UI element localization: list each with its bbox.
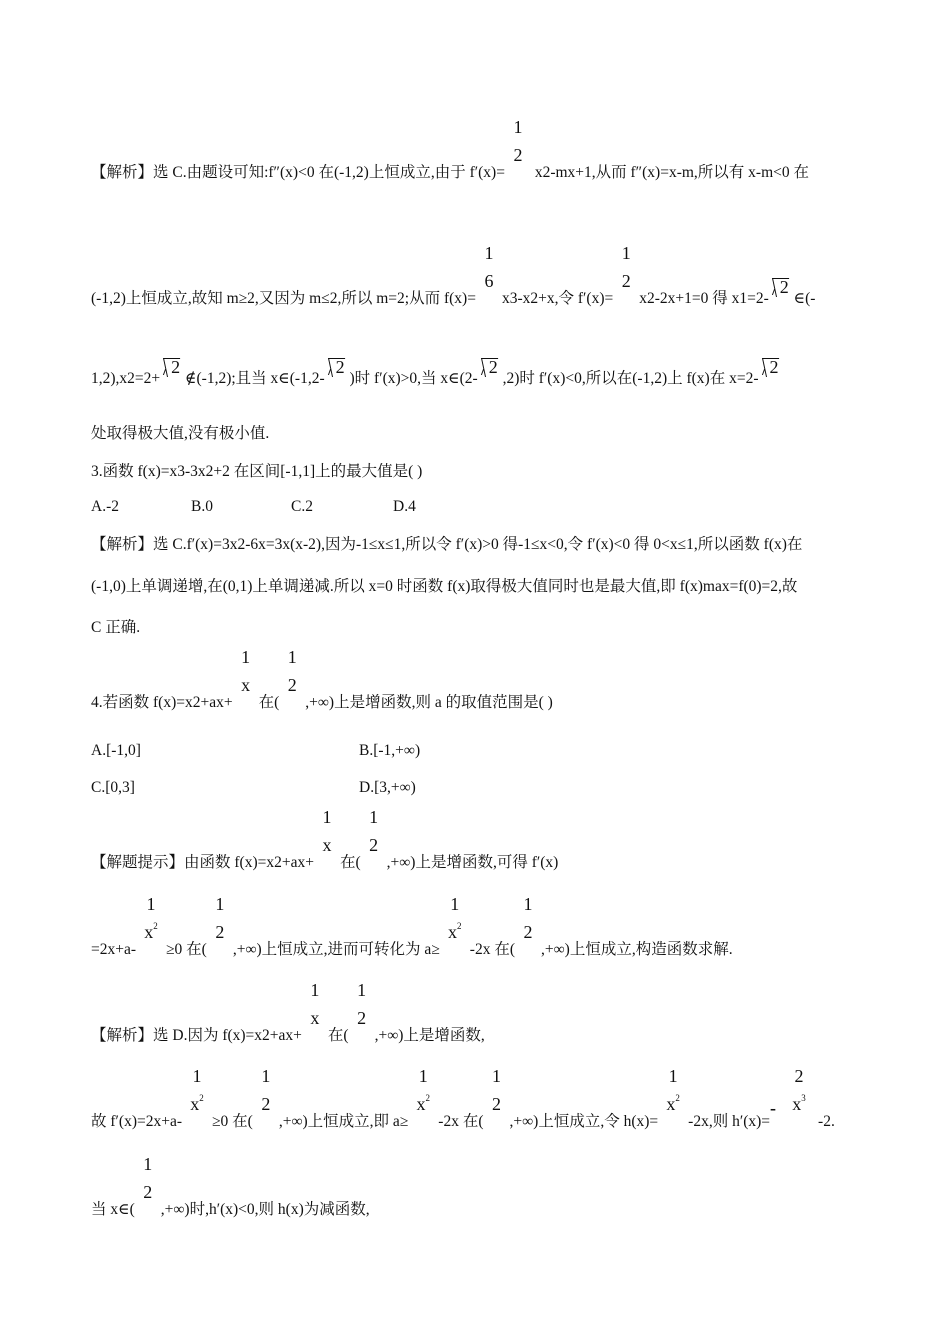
text: x3-x2+x,令 f′(x)= (501, 290, 614, 307)
text: ≥0 在( (212, 1113, 253, 1130)
text: (-1,2)上恒成立,故知 m≥2,又因为 m≤2,所以 m=2;从而 f(x)= (91, 290, 476, 307)
option-d: D.[3,+∞) (359, 779, 416, 796)
solution-4-line-3 (91, 1154, 370, 1220)
sqrt: 2 (326, 357, 345, 377)
question-4-stem (91, 647, 553, 713)
fraction: 1 x (310, 980, 320, 1028)
solution-4-line-1 (91, 980, 485, 1046)
text: ,+∞)时,h′(x)<0,则 h(x)为减函数, (160, 1201, 370, 1218)
text: -2x 在( (469, 941, 515, 958)
solution-3-line-3: C 正确. (91, 619, 141, 636)
solution-4-line-2 (91, 1066, 835, 1132)
text: -2. (818, 1113, 835, 1130)
text: 在( (339, 854, 361, 871)
text: ,+∞)上恒成立,即 a≥ (278, 1113, 409, 1130)
text: 【解析】选 C.由题设可知:f″(x)<0 在(-1,2)上恒成立,由于 f′(x)= (91, 164, 505, 181)
fraction: 1 2 (369, 807, 379, 855)
option-b: B.0 (191, 498, 213, 515)
solution-2-line-2 (91, 243, 816, 309)
text: ,+∞)上是增函数,可得 f′(x) (386, 854, 559, 871)
option-a: A.[-1,0] (91, 742, 141, 759)
fraction: 1 2 (513, 117, 523, 165)
option-d: D.4 (393, 498, 416, 515)
fraction: 1 2 (261, 1066, 271, 1114)
text: )时 f′(x)>0,当 x∈(2- (345, 370, 478, 387)
hint-line-1 (91, 807, 559, 873)
fraction: 1 2 (523, 894, 533, 942)
fraction: 1 x (322, 807, 332, 855)
text: ,+∞)上是增函数, (374, 1027, 485, 1044)
option-b: B.[-1,+∞) (359, 742, 421, 759)
text: 【解析】选 D.因为 f(x)=x2+ax+ (91, 1027, 302, 1044)
text: ,+∞)上是增函数,则 a 的取值范围是( ) (305, 694, 553, 711)
sqrt: 2 (770, 277, 789, 297)
text: ,+∞)上恒成立,进而可转化为 a≥ (232, 941, 440, 958)
sqrt: 2 (161, 357, 180, 377)
text: 在( (327, 1027, 349, 1044)
hint-line-2 (91, 894, 733, 960)
solution-3-line-1: 【解析】选 C.f′(x)=3x2-6x=3x(x-2),因为-1≤x≤1,所以令 f′(x)>0 得-1≤x<0,令 f′(x)<0 得 0<x≤1,所以函数 f(x)在 (91, 536, 803, 553)
text: 4.若函数 f(x)=x2+ax+ (91, 694, 233, 711)
solution-2-line-4: 处取得极大值,没有极小值. (91, 425, 270, 442)
fraction: 1 2 (492, 1066, 501, 1114)
fraction: 1 2 (621, 243, 631, 291)
text: 故 f′(x)=2x+a- (91, 1113, 183, 1130)
text: 1,2),x2=2+ (91, 370, 161, 387)
text: 在( (258, 694, 280, 711)
text: =2x+a- (91, 941, 137, 958)
solution-2-line-1 (91, 117, 810, 183)
text: x2-2x+1=0 得 x1=2- (639, 290, 769, 307)
question-3-stem: 3.函数 f(x)=x3-3x2+2 在区间[-1,1]上的最大值是( ) (91, 463, 423, 480)
text: 当 x∈( (91, 1201, 135, 1218)
fraction: 1 $x^2$ (144, 894, 158, 942)
option-c: C.[0,3] (91, 779, 135, 796)
minus-sign: - (770, 1098, 777, 1118)
sqrt: 2 (760, 357, 779, 377)
fraction: 1 2 (215, 894, 225, 942)
fraction: 1 2 (357, 980, 367, 1028)
fraction: 1 $x^2$ (666, 1066, 680, 1114)
fraction: 1 2 (287, 647, 297, 695)
fraction: 1 2 (143, 1154, 153, 1202)
sqrt: 2 (479, 357, 498, 377)
fraction: 1 $x^2$ (190, 1066, 204, 1114)
text: x2-mx+1,从而 f″(x)=x-m,所以有 x-m<0 在 (530, 164, 810, 181)
fraction: 1 x (241, 647, 251, 695)
text: ∈(- (789, 290, 816, 307)
text: ,+∞)上恒成立,构造函数求解. (541, 941, 733, 958)
solution-2-line-3 (91, 357, 780, 389)
fraction: 1 $x^2$ (448, 894, 462, 942)
text: ≥0 在( (166, 941, 207, 958)
fraction: 1 $x^2$ (416, 1066, 431, 1114)
text: ,2)时 f′(x)<0,所以在(-1,2)上 f(x)在 x=2- (498, 370, 759, 387)
text: -2x,则 h′(x)= (688, 1113, 771, 1130)
text: 【解题提示】由函数 f(x)=x2+ax+ (91, 854, 314, 871)
text: ∉(-1,2);且当 x∈(-1,2- (181, 370, 325, 387)
option-c: C.2 (291, 498, 313, 515)
solution-3-line-2: (-1,0)上单调递增,在(0,1)上单调递减.所以 x=0 时函数 f(x)取得极大值同时也是最大值,即 f(x)max=f(0)=2,故 (91, 578, 798, 595)
option-a: A.-2 (91, 498, 119, 515)
fraction: 1 6 (484, 243, 494, 291)
fraction: 2 $x^3$ (792, 1066, 806, 1114)
text: ,+∞)上恒成立,令 h(x)= (509, 1113, 659, 1130)
text: -2x 在( (438, 1113, 484, 1130)
